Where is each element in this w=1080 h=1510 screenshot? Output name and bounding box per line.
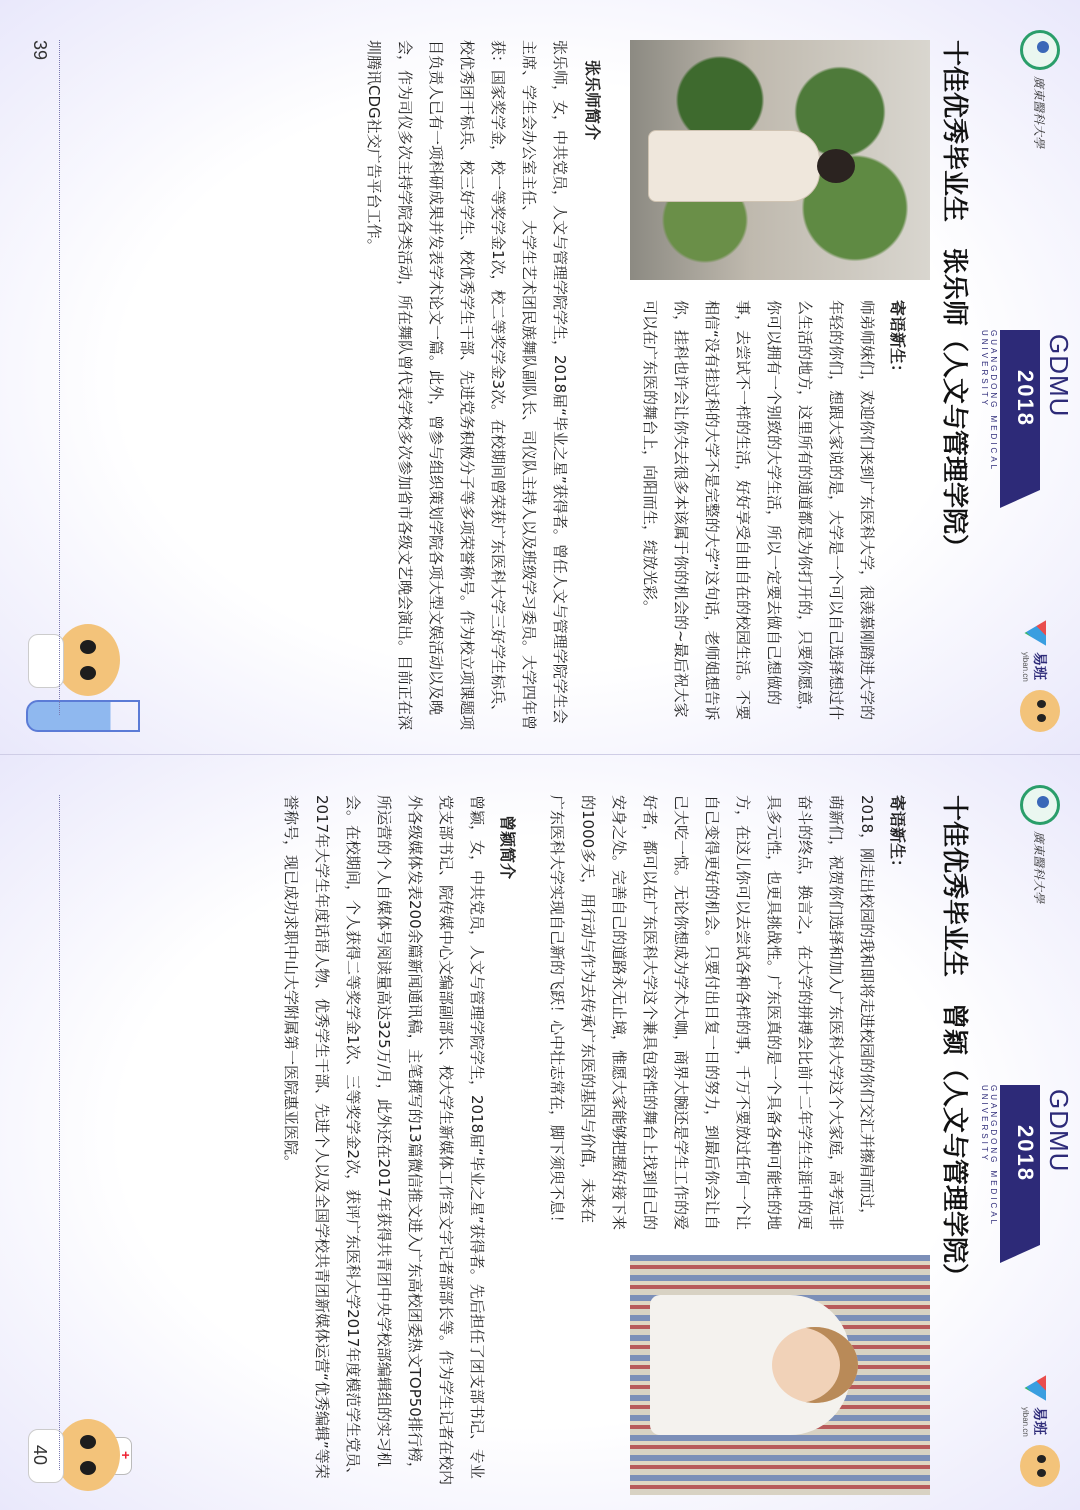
gdmu-year: 2018 [1013,370,1038,427]
school-logo-text: 廣東醫科大學 [1032,831,1047,904]
yiban-name: 易班 [1031,1407,1047,1435]
gdmu-badge [980,330,1080,500]
intro-label: 曾颖简介 [498,815,517,880]
gdmu-subtitle: GUANGDONG MEDICAL UNIVERSITY [980,1085,998,1227]
gdmu-name: GDMU [1044,1089,1074,1173]
bear-face-icon [1020,1445,1060,1487]
school-logo [1020,30,1060,148]
yiban-site: yiban.cn [1021,652,1030,682]
graduate-figure [650,1295,850,1435]
school-logo-text: 廣東醫科大學 [1032,76,1047,149]
message-label: 寄语新生： [888,300,907,381]
yiban-icon [1025,620,1047,646]
yiban-logo [1021,620,1050,682]
gdmu-badge [980,1085,1080,1255]
yiban-logo [1021,1375,1050,1437]
page-40 [0,755,1080,1510]
school-emblem-icon [1020,30,1060,70]
footer-rule [59,795,60,1470]
test-tube-icon [26,700,140,732]
page-title: 十佳优秀毕业生 张乐师（人文与管理学院） [939,40,969,561]
graduate-photo [630,40,930,280]
school-emblem-icon [1020,785,1060,825]
graduate-figure [648,130,820,202]
school-logo [1020,785,1060,903]
gdmu-name: GDMU [1044,334,1074,418]
doctor-bear-mascot [30,620,120,700]
yiban-icon [1025,1375,1047,1401]
gdmu-year: 2018 [1013,1125,1038,1182]
message-text: 2018，刚走出校园的我和即将走进校园的你们交汇并擦肩而过，萌新们，祝贺你们选择和加入广东医科大学这个大家庭，高考远非奋斗的终点，换言之，在大学的拼搏会比前十二年学生生涯中的更具多元性，也更具挑战性。广东医真的是一个具备各种可能性的地方，在这儿你可以去尝试各种各样的事，千万不要放过任何一个让自己变得更好的机会。只要付出日复一日的努力，到最后你会让自己大吃一惊。无论你想成为学术大咖，商界大腕还是学生工作的爱好者，都可以在广东医科大学这个兼具包容性的舞台上找到自己的安身之处。完善自己的道路永无止境，惟愿大家能够把握好接下来的1000多天，用行动与作为去传承广东医的基因与价值，未来在广东医科大学实现自己新的飞跃！心中壮志常在，脚下须臾不息！ [548,795,876,1231]
bear-face-icon [1020,690,1060,732]
graduate-photo [630,1255,930,1495]
gdmu-subtitle: GUANGDONG MEDICAL UNIVERSITY [980,330,998,472]
message-label: 寄语新生： [888,795,907,876]
intro-label: 张乐师简介 [583,60,602,141]
page-number: 39 [30,40,50,61]
yiban-site: yiban.cn [1021,1407,1030,1437]
footer-rule [59,40,60,715]
page-40-content [0,755,1080,1510]
intro-text: 张乐师，女，中共党员，人文与管理学院学生，2018届“毕业之星”获得者。曾任人文与管理学院学生会主席、学生会办公室主任、大学生艺术团民族舞队副队长、司仪队主持人以及班级学习委员。大学四年曾获：国家奖学金，校一等奖学金1次，校二等奖学金3次。在校期间曾荣获广东医科大学三好学生标兵、校优秀团干标兵、校三好学生、校优秀学生干部、先进党务积极分子等多项荣誉称号。作为校立项课题项目负责人已有一项科研成果并发表学术论文一篇。此外，曾参与组织策划学院各项大型文娱活动以及晚会，作为司仪多次主持学院各类活动，所在舞队曾代表学校多次参加省市各级文艺晚会演出。目前正在深圳腾讯CDG社交广告平台工作。 [365,40,569,731]
page-number: 40 [30,1445,50,1466]
yiban-name: 易班 [1031,652,1047,680]
intro-text: 曾颖，女，中共党员，人文与管理学院学生，2018届“毕业之星”获得者。先后担任了团支部书记、专业党支部书记、院传媒中心文编部副部长、校大学生新媒体工作室文字记者部部长等。作为学生记者在校内外各级媒体发表200余篇新闻通讯稿，主笔撰写的13篇微信推文进入广东高校团委热文TOP50排行榜，所运营的个人自媒体号阅读量高达325万/月，此外还在2017年获得共青团中央学校部编辑组的实习机会。在校期间，个人获得二等奖学金1次、三等奖学金2次，获评广东医科大学2017年度模范学生党员、2017年大学生年度话语人物、优秀学生干部、先进个人以及全国学校共青团新媒体运营“优秀编辑”等荣誉称号，现已成功求职中山大学附属第一医院惠亚医院。 [282,795,486,1486]
message-text: 师弟师妹们，欢迎你们来到广东医科大学，很羡慕刚踏进大学的年轻的你们，想跟大家说的是，大学是一个可以自己选择想过什么生活的地方，这里所有的通道都是为你打开的，只要你愿意，你可以拥有一个别致的大学生活，所以一定要去做自己想做的事，去尝试不一样的生活，好好享受自由自在的校园生活。不要相信“没有挂过科的大学不是完整的大学”这句话，老师姐想告诉你，挂科也许会让你失去很多本该属于你的机会的~最后祝大家可以在广东医的舞台上，向阳而生，绽放光彩。 [641,300,876,721]
page-title: 十佳优秀毕业生 曾颖（人文与管理学院） [939,795,969,1290]
